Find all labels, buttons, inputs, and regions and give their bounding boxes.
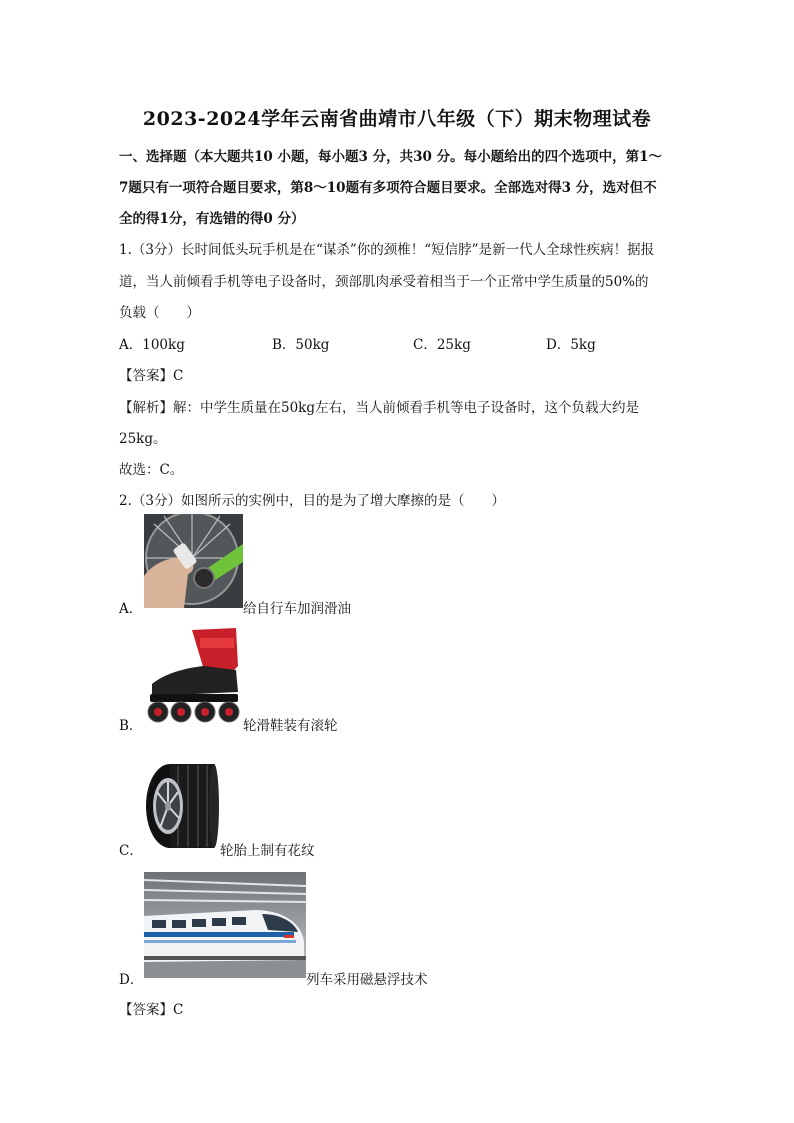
q2-option-d-letter: D． [119,972,144,988]
inline-skate-photo [144,626,243,725]
q1-stem-line-3: 负载（ ） [119,305,200,321]
page-title: 2023-2024学年云南省曲靖市八年级（下）期末物理试卷 [142,108,652,130]
q1-analysis-line-2: 25kg。 [119,431,167,447]
q1-stem-line-2: 道，当人前倾看手机等电子设备时，颈部肌肉承受着相当于一个正常中学生质量的50%的 [119,274,649,290]
q1-option-c: C．25kg [413,337,471,353]
tire-tread-photo [144,762,220,850]
q1-stem-line-1: 1.（3分）长时间低头玩手机是在“谋杀”你的颈椎！“短信脖”是新一代人全球性疾病！据报 [119,242,655,258]
q2-stem: 2.（3分）如图所示的实例中，目的是为了增大摩擦的是（ ） [119,493,505,509]
q1-option-a: A．100kg [119,337,185,353]
q2-answer: 【答案】C [119,1002,184,1018]
maglev-train-photo [144,872,306,978]
section-heading-line-2: 7题只有一项符合题目要求，第8～10题有多项符合题目要求。全部选对得3 分，选对但不 [119,180,657,196]
q2-option-c-letter: C． [119,843,143,859]
q2-option-b-letter: B． [119,718,143,734]
q1-option-b: B．50kg [272,337,330,353]
section-heading-line-3: 全的得1分，有选错的得0 分） [119,211,305,227]
q1-answer: 【答案】C [119,368,184,384]
q1-analysis-line-1: 【解析】解：中学生质量在50kg左右，当人前倾看手机等电子设备时，这个负载大约是 [119,400,639,416]
q2-option-b-text: 轮滑鞋装有滚轮 [243,718,338,734]
bicycle-lubrication-photo [144,514,243,608]
q2-option-c-text: 轮胎上制有花纹 [220,843,315,859]
q1-conclusion: 故选：C。 [119,462,184,478]
q2-option-a-letter: A． [119,601,143,617]
section-heading-line-1: 一、选择题（本大题共10 小题，每小题3 分，共30 分。每小题给出的四个选项中，第1～ [119,149,662,165]
q2-option-a-text: 给自行车加润滑油 [243,601,351,617]
q2-option-d-text: 列车采用磁悬浮技术 [306,972,428,988]
q1-option-d: D．5kg [546,337,596,353]
